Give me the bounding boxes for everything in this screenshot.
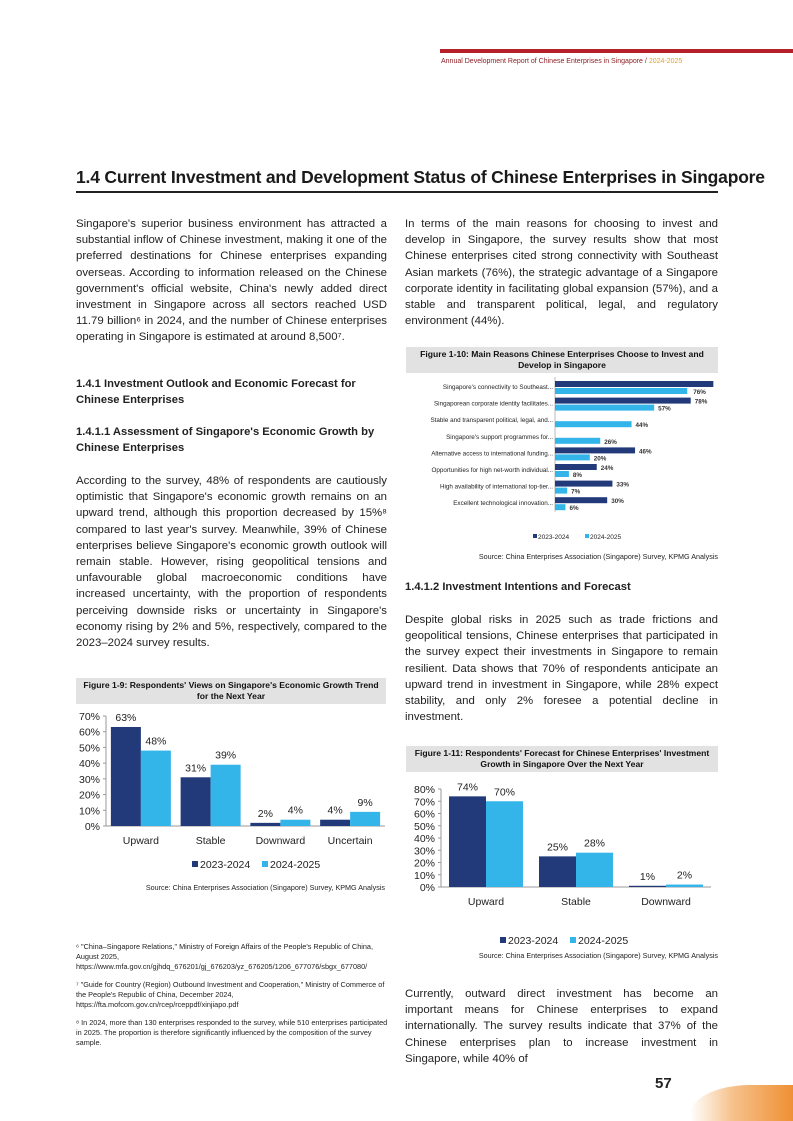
legend-swatch [533, 534, 537, 538]
page-corner-decoration [690, 1085, 793, 1121]
figure-1-10-source: Source: China Enterprises Association (Singapore) Survey, KPMG Analysis [478, 552, 718, 561]
bar-2024-2025 [141, 751, 171, 826]
y-tick-label: 0% [84, 821, 100, 833]
y-tick-label: 60% [78, 726, 100, 739]
data-label: 39% [215, 749, 237, 762]
x-tick-label: Stable [561, 896, 591, 908]
bar-2024-2025 [555, 438, 600, 444]
x-tick-label: Downward [641, 896, 691, 908]
figure-1-9-source: Source: China Enterprises Association (Singapore) Survey, KPMG Analysis [145, 883, 385, 892]
y-tick-label: 70% [78, 711, 100, 723]
legend-label: 2024-2025 [270, 859, 321, 871]
figure-1-9-chart [70, 705, 390, 875]
bar-2024-2025 [555, 388, 687, 394]
data-label: 4% [327, 804, 343, 817]
data-label: 44% [635, 422, 649, 430]
category-label: Excellent technological innovation... [453, 500, 553, 508]
legend-label: 2023-2024 [200, 859, 251, 871]
data-label: 28% [583, 837, 606, 850]
bar-2023-2024 [629, 886, 666, 887]
data-label: 31% [185, 762, 207, 775]
bar-2024-2025 [555, 421, 632, 427]
page-number: 57 [655, 1075, 672, 1092]
data-label: 70% [493, 786, 516, 799]
category-label: Opportunities for high net-worth individual... [431, 467, 553, 474]
bar-2024-2025 [486, 801, 523, 887]
bar-2023-2024 [555, 447, 635, 453]
bar-2024-2025 [555, 488, 567, 494]
category-label: Alternative access to international funding... [431, 450, 553, 458]
legend-swatch [262, 861, 268, 867]
legend-label: 2024-2025 [578, 935, 629, 947]
header-accent-bar [440, 49, 793, 53]
right-paragraph-2: Despite global risks in 2025 such as trade frictions and geopolitical tensions, Chinese enterprises that participated in the survey expect their investments in Singapore to remain resilient. Data shows that 70% of respondents anticipate an upward trend in investment in Singapore, while 28% expect stability, and only 2% foresee a potential decline in investment. [405, 614, 718, 724]
bar-2023-2024 [555, 497, 607, 503]
x-tick-label: Downward [255, 835, 306, 847]
data-label: 30% [611, 498, 624, 506]
bar-2023-2024 [111, 727, 141, 826]
data-label: 74% [456, 781, 479, 794]
legend-swatch [500, 937, 506, 943]
bar-2024-2025 [555, 471, 569, 477]
data-label: 26% [604, 438, 617, 446]
category-label: Singapore's support programmes for... [446, 433, 553, 441]
y-tick-label: 60% [413, 808, 435, 821]
footnote-7: ⁷ "Guide for Country (Region) Outbound Investment and Cooperation," Ministry of Commerce of the People's Republic of China, December 2024, https://fta.mofcom.gov.cn/rcep/rceppdf/xinjiapo.pdf [76, 980, 385, 1009]
figure-1-11-source: Source: China Enterprises Association (Singapore) Survey, KPMG Analysis [478, 951, 718, 960]
category-label: Singapore's connectivity to Southeast... [442, 384, 553, 391]
bar-2024-2025 [555, 405, 654, 411]
bar-2024-2025 [555, 454, 590, 460]
legend-label: 2024-2025 [590, 534, 622, 541]
y-tick-label: 50% [78, 742, 100, 755]
data-label: 57% [658, 405, 671, 413]
running-header [441, 58, 682, 65]
y-tick-label: 40% [413, 833, 435, 845]
y-tick-label: 10% [413, 869, 435, 882]
footnote-6: ⁶ "China–Singapore Relations," Ministry of Foreign Affairs of the People's Republic of China, August 2025, https://www.mfa.gov.cn/gjhdq_676201/gj_676203/yz_676205/1206_677076/sbgx_677080/ [76, 942, 374, 971]
data-label: 24% [600, 465, 614, 472]
legend-swatch [570, 937, 576, 943]
x-tick-label: Upward [467, 896, 505, 908]
bar-2023-2024 [250, 823, 280, 826]
bar-2024-2025 [211, 765, 241, 826]
right-paragraph-1: In terms of the main reasons for choosing to invest and develop in Singapore, the survey results show that most Chinese enterprises cited strong connectivity with Southeast Asian markets (76%), the strategic advantage of a Singapore corporate identity in facilitating global expansion (57%), and a stable and transparent political, legal, and regulatory environment (44%). [405, 218, 718, 328]
bar-2023-2024 [320, 820, 350, 826]
figure-1-10-chart [405, 375, 720, 545]
bar-2023-2024 [555, 398, 691, 404]
figure-1-10-caption: Figure 1-10: Main Reasons Chinese Enterprises Choose to Invest and Develop in Singapore [406, 347, 718, 373]
bar-2023-2024 [181, 777, 211, 826]
data-label: 76% [693, 389, 706, 396]
figure-1-9-caption: Figure 1-9: Respondents' Views on Singapore's Economic Growth Trend for the Next Year [76, 678, 386, 704]
data-label: 1% [639, 870, 656, 883]
figure-1-11-caption: Figure 1-11: Respondents' Forecast for Chinese Enterprises' Investment Growth in Singapore Over the Next Year [406, 746, 718, 772]
bar-2023-2024 [555, 464, 597, 470]
separator: / [644, 58, 647, 65]
y-tick-label: 50% [413, 820, 435, 833]
category-label: High availability of international top-tier... [439, 483, 553, 491]
data-label: 6% [569, 505, 579, 513]
running-years: 2024-2025 [648, 58, 683, 65]
bar-2023-2024 [449, 796, 486, 887]
title-rule [76, 191, 718, 193]
figure-1-11-chart [405, 774, 720, 954]
y-tick-label: 20% [78, 789, 100, 802]
category-label: Singaporean corporate identity facilitates... [433, 400, 553, 408]
legend-label: 2023-2024 [538, 534, 570, 541]
right-paragraph-3: Currently, outward direct investment has become an important means for Chinese enterprises to expand internationally. The survey results indicate that 37% of the Chinese enterprises plan to increase investment in Singapore, while 40% of [405, 988, 718, 1065]
data-label: 25% [546, 841, 569, 854]
y-tick-label: 40% [78, 758, 100, 771]
bar-2024-2025 [576, 853, 613, 887]
data-label: 7% [571, 488, 581, 496]
y-tick-label: 30% [78, 773, 100, 786]
data-label: 46% [639, 448, 652, 456]
footnote-8: ⁸ In 2024, more than 130 enterprises responded to the survey, while 510 enterprises participated in 2025. The proportion is therefore significantly influenced by the composition of the survey sample. [76, 1018, 388, 1047]
bar-2024-2025 [350, 812, 380, 826]
bar-2024-2025 [555, 504, 565, 510]
y-tick-label: 30% [413, 845, 435, 858]
left-paragraph-2: According to the survey, 48% of respondents are cautiously optimistic that Singapore's economic growth remains on an upward trend, although this proportion decreased by 15%⁸ compared to last year's survey. Meanwhile, 39% of Chinese enterprises believe Singapore's economic growth outlook will remain stable. However, rising geopolitical tensions and unfavourable global macroeconomic conditions have increased uncertainty, with the proportion of respondents perceiving downside risks or uncertainty in Singapore's economy rising by 2% and 5%, respectively, compared to the 2023–2024 survey results. [76, 475, 387, 650]
data-label: 2% [257, 807, 273, 820]
legend-swatch [585, 534, 589, 538]
heading-1-4-1-1: 1.4.1.1 Assessment of Singapore's Economic Growth by Chinese Enterprises [76, 426, 375, 454]
data-label: 4% [287, 804, 303, 817]
y-tick-label: 70% [413, 796, 435, 809]
heading-1-4-1-2: 1.4.1.2 Investment Intentions and Forecast [405, 581, 631, 593]
heading-1-4-1: 1.4.1 Investment Outlook and Economic Forecast for Chinese Enterprises [76, 378, 356, 406]
data-label: 20% [593, 455, 607, 463]
x-tick-label: Upward [122, 835, 159, 847]
data-label: 78% [694, 398, 708, 406]
y-tick-label: 10% [78, 805, 100, 818]
section-title: 1.4 Current Investment and Development Status of Chinese Enterprises in Singapore [76, 167, 765, 187]
data-label: 9% [357, 796, 373, 809]
y-tick-label: 0% [419, 882, 435, 894]
data-label: 48% [145, 735, 167, 748]
legend-swatch [192, 861, 198, 867]
left-paragraph-1: Singapore's superior business environment has attracted a substantial inflow of Chinese investment, making it one of the preferred destinations for Chinese enterprises expanding overseas. According to information released on the Chinese government's official website, China's newly added direct investment in Singapore across all sectors reached USD 11.79 billion⁶ in 2024, and the number of Chinese enterprises operating in Singapore is estimated at around 8,500⁷. [76, 218, 387, 344]
data-label: 33% [616, 481, 630, 489]
legend-label: 2023-2024 [508, 935, 559, 947]
bar-2024-2025 [280, 820, 310, 826]
y-tick-label: 20% [413, 857, 435, 870]
bar-2024-2025 [666, 885, 703, 887]
data-label: 2% [676, 869, 693, 882]
data-label: 8% [572, 472, 583, 479]
bar-2023-2024 [555, 381, 713, 387]
y-tick-label: 80% [413, 784, 435, 796]
x-tick-label: Uncertain [327, 835, 373, 847]
category-label: Stable and transparent political, legal, and... [430, 417, 553, 425]
running-title: Annual Development Report of Chinese Enterprises in Singapore [441, 58, 643, 65]
data-label: 63% [115, 712, 137, 724]
bar-2023-2024 [539, 856, 576, 887]
bar-2023-2024 [555, 481, 612, 487]
x-tick-label: Stable [195, 835, 226, 847]
